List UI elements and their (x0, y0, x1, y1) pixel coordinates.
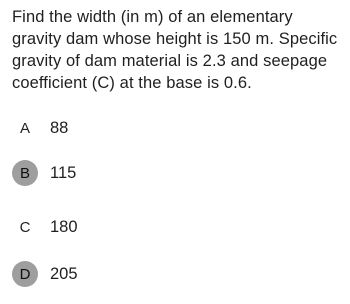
option-d[interactable] (12, 261, 78, 287)
option-value: 88 (50, 118, 69, 137)
option-letter-badge: B (12, 160, 38, 186)
option-value: 205 (50, 264, 78, 283)
option-value: 115 (50, 163, 77, 182)
question-text (12, 6, 342, 94)
option-letter-badge: D (12, 261, 38, 287)
option-a[interactable] (12, 115, 68, 141)
question-line: gravity of dam material is 2.3 and seepage (12, 52, 328, 70)
option-letter: A (19, 119, 30, 137)
option-letter: C (19, 218, 31, 236)
option-value: 180 (50, 217, 78, 236)
question-line: gravity dam whose height is 150 m. Specific (12, 30, 338, 48)
option-c[interactable] (12, 214, 78, 240)
question-line: Find the width (in m) of an elementary (12, 8, 293, 26)
question-line: coefficient (C) at the base is 0.6. (12, 74, 252, 92)
option-b[interactable] (12, 160, 76, 186)
